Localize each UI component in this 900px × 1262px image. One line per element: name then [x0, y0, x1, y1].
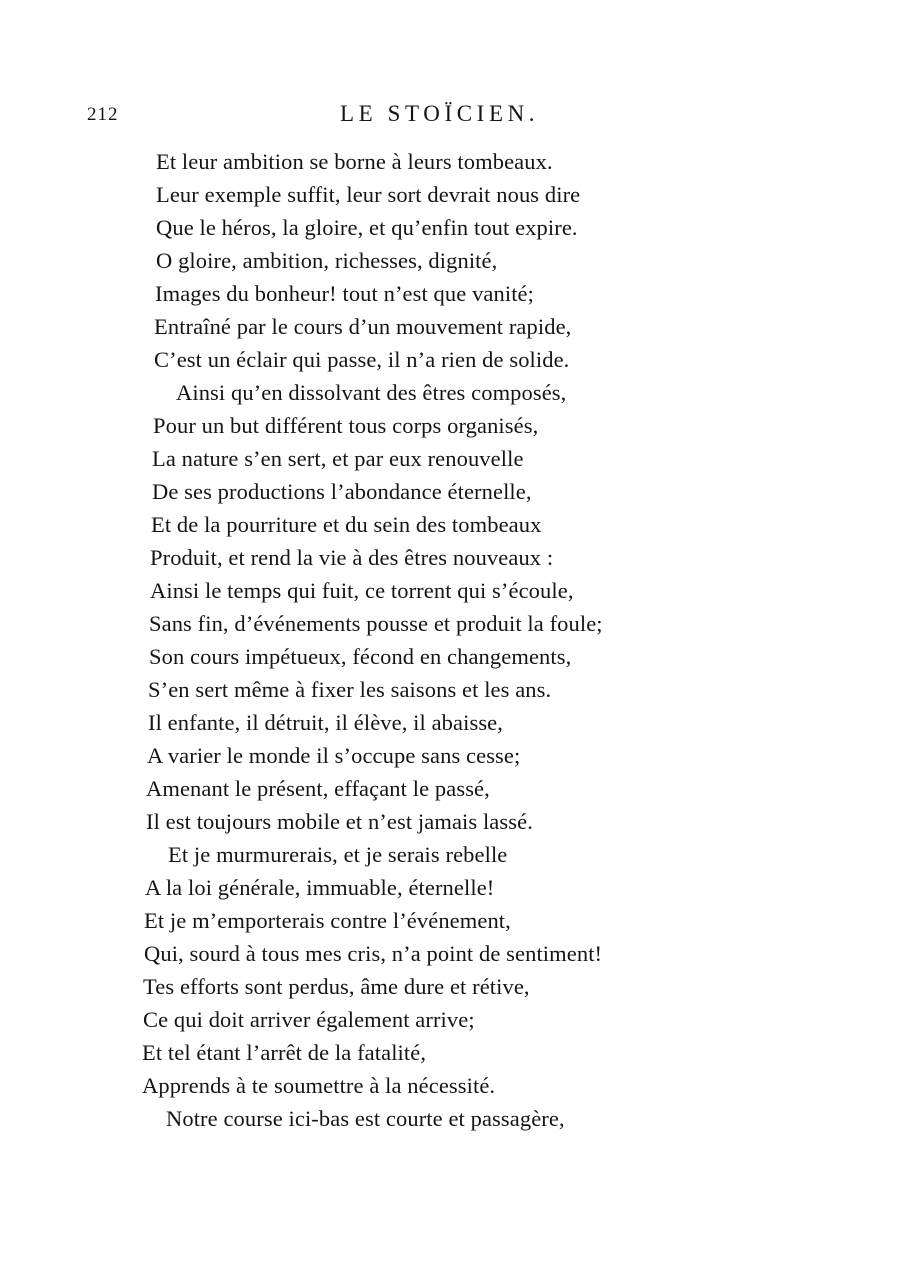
- verse-line: De ses productions l’abondance éternelle,: [152, 479, 532, 504]
- verse-line: Et je m’emporterais contre l’événement,: [144, 908, 511, 933]
- verse-line-indented: Et je murmurerais, et je serais rebelle: [168, 842, 508, 867]
- verse-line-indented: Notre course ici-bas est courte et passagère,: [166, 1106, 565, 1131]
- running-head: LE STOÏCIEN.: [340, 101, 540, 126]
- verse-line: Ainsi le temps qui fuit, ce torrent qui s’écoule,: [150, 578, 574, 603]
- verse-line-indented: Ainsi qu’en dissolvant des êtres composés,: [176, 380, 567, 405]
- verse-line: Amenant le présent, effaçant le passé,: [146, 776, 490, 801]
- verse-line: Produit, et rend la vie à des êtres nouveaux :: [150, 545, 554, 570]
- verse-line: Tes efforts sont perdus, âme dure et rétive,: [143, 974, 530, 999]
- verse-line: Ce qui doit arriver également arrive;: [143, 1007, 475, 1032]
- verse-line: Images du bonheur! tout n’est que vanité;: [155, 281, 534, 306]
- verse-line: A la loi générale, immuable, éternelle!: [145, 875, 495, 900]
- verse-line: Leur exemple suffit, leur sort devrait nous dire: [156, 182, 581, 207]
- page-number: 212: [87, 104, 119, 125]
- verse-line: Et tel étant l’arrêt de la fatalité,: [142, 1040, 427, 1065]
- verse-line: Apprends à te soumettre à la nécessité.: [142, 1073, 496, 1098]
- verse-line: Son cours impétueux, fécond en changements,: [149, 644, 572, 669]
- verse-line: Que le héros, la gloire, et qu’enfin tout expire.: [156, 215, 578, 240]
- verse-line: Il enfante, il détruit, il élève, il abaisse,: [148, 710, 503, 735]
- verse-line: C’est un éclair qui passe, il n’a rien de solide.: [154, 347, 570, 372]
- verse-line: Sans fin, d’événements pousse et produit la foule;: [149, 611, 603, 636]
- verse-line: Pour un but différent tous corps organisés,: [153, 413, 539, 438]
- verse-line: Et de la pourriture et du sein des tombeaux: [151, 512, 542, 537]
- verse-line: A varier le monde il s’occupe sans cesse;: [147, 743, 521, 768]
- verse-line: La nature s’en sert, et par eux renouvelle: [152, 446, 524, 471]
- verse-line: Qui, sourd à tous mes cris, n’a point de sentiment!: [144, 941, 603, 966]
- verse-line: O gloire, ambition, richesses, dignité,: [156, 248, 498, 273]
- verse-line: S’en sert même à fixer les saisons et les ans.: [148, 677, 552, 702]
- verse-line: Il est toujours mobile et n’est jamais lassé.: [146, 809, 533, 834]
- verse-line: Entraîné par le cours d’un mouvement rapide,: [154, 314, 572, 339]
- verse-line: Et leur ambition se borne à leurs tombeaux.: [156, 149, 553, 174]
